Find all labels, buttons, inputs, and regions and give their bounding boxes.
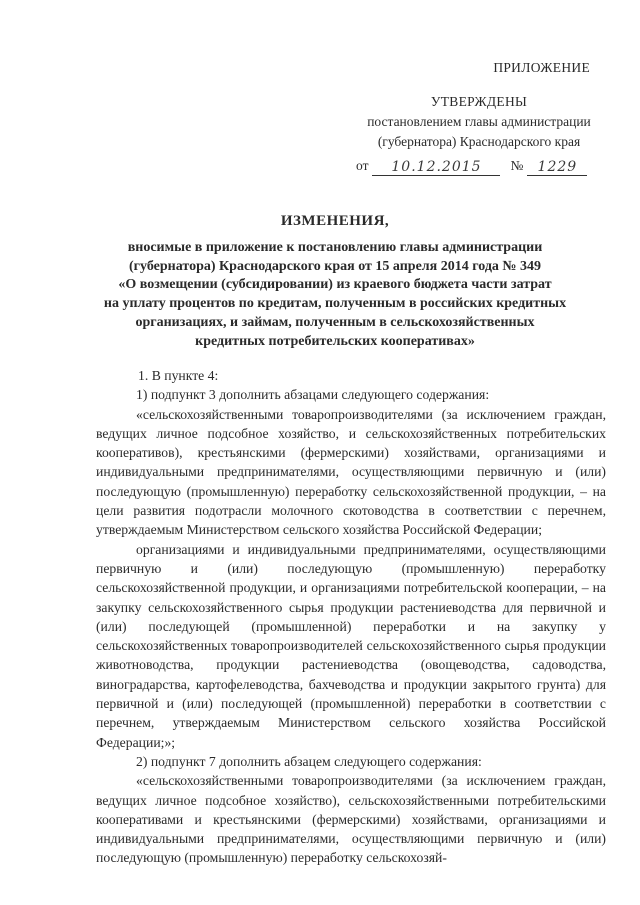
number-label: №	[510, 158, 524, 173]
document-heading	[70, 212, 600, 352]
subitem-paragraph: 1) подпункт 3 дополнить абзацами следующего содержания:	[136, 387, 490, 403]
item-heading: 1. В пункте 4:	[138, 368, 219, 383]
approved-label: УТВЕРЖДЕНЫ	[430, 94, 528, 109]
body-paragraph: «сельскохозяйственными товаропроизводителями (за исключением граждан, ведущих личное подсобное хозяйство), сельскохозяйственными потребительскими кооперативами и крестьянскими (фермерскими) хозяйствами, организациями и индивидуальными предпринимателями, осуществляющими первичную и (или) последующую (промышленную) переработку сельскохозяй-	[96, 773, 606, 866]
handwritten-number: 1229	[527, 159, 587, 176]
heading-line: «О возмещении (субсидировании) из краевого бюджета части затрат	[118, 277, 552, 293]
heading-line: вносимые в приложение к постановлению главы администрации	[127, 239, 543, 255]
handwritten-date: 10.12.2015	[372, 159, 500, 176]
heading-line: кредитных потребительских кооперативах»	[195, 333, 475, 349]
heading-line: организациях, и займам, полученным в сельскохозяйственных	[135, 314, 535, 330]
approval-line-2: (губернатора) Краснодарского края	[377, 134, 581, 149]
document-body	[96, 366, 606, 868]
heading-line: на уплату процентов по кредитам, полученным в российских кредитных	[103, 296, 567, 312]
appendix-label: ПРИЛОЖЕНИЕ	[493, 60, 590, 75]
approval-block	[344, 58, 614, 176]
date-number-row	[344, 156, 614, 176]
body-paragraph: «сельскохозяйственными товаропроизводителями (за исключением граждан, ведущих личное подсобное хозяйство, и сельскохозяйственных потребительских кооперативов), крестьянскими (фермерскими) хозяйствами, организациями и индивидуальными предпринимателями, осуществляющими первичную и (или) последующую (промышленную) переработку сельскохозяйственной продукции, – на цели развития подотрасли молочного скотоводства в соответствии с перечнем, утверждаемым Министерством сельского хозяйства Российской Федерации;	[96, 406, 606, 538]
date-label: от	[356, 158, 369, 173]
body-paragraph: организациями и индивидуальными предпринимателями, осуществляющими первичную и (или) последующую (промышленную) переработку сельскохозяйственной продукции, и организациями потребительской кооперации, – на закупку сельскохозяйственного сырья продукции растениеводства для первичной и (или) последующей (промышленной) переработки и на закупку у сельскохозяйственных товаропроизводителей сельскохозяйственного сырья продукции животноводства, продукции растениеводства (овощеводства, садоводства, виноградарства, картофелеводства, бахчеводства и продукции закрытого грунта) для первичной и (или) последующей (промышленной) переработки в соответствии с перечнем, утверждаемым Министерством сельского хозяйства Российской Федерации;»;	[96, 541, 606, 750]
heading-line: (губернатора) Краснодарского края от 15 апреля 2014 года № 349	[129, 258, 541, 274]
approval-line-1: постановлением главы администрации	[367, 114, 591, 129]
subitem-paragraph: 2) подпункт 7 дополнить абзацем следующего содержания:	[136, 753, 482, 769]
heading-title: ИЗМЕНЕНИЯ,	[280, 213, 390, 229]
